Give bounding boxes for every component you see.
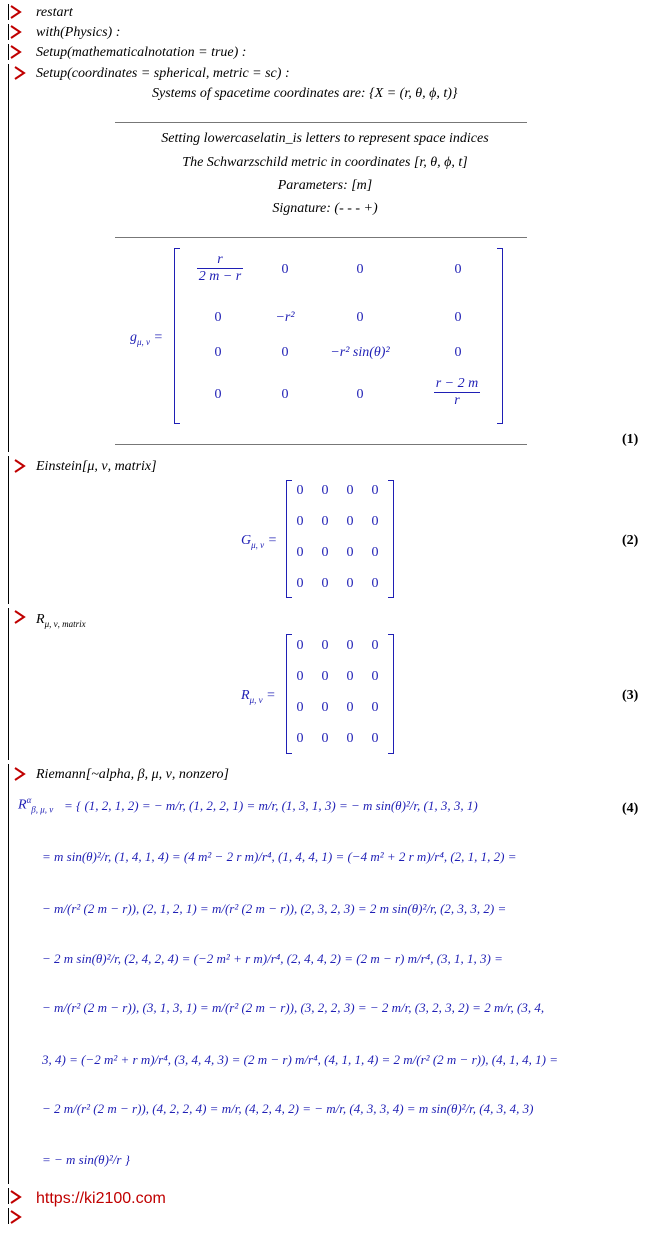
matrix-cell: 0: [296, 700, 304, 715]
matrix-cell: 0: [321, 576, 329, 591]
prompt-marker[interactable]: [10, 25, 22, 39]
prompt-marker[interactable]: [14, 459, 26, 473]
riemann-line: = m sin(θ)²/r, (1, 4, 1, 4) = (4 m² − 2 r m)/r⁴, (1, 4, 4, 1) = (−4 m² + 2 r m)/r⁴, (2, 1, 1, 2) =: [42, 849, 517, 864]
matrix-cell: 0: [346, 669, 354, 684]
matrix-cell: 0: [296, 669, 304, 684]
prompt-marker[interactable]: [10, 5, 22, 19]
matrix-cell: 0: [296, 638, 304, 653]
matrix-cell: 0: [371, 669, 379, 684]
einstein-lhs: $G_{\mu, \nu}$ =: [241, 533, 278, 550]
prompt-marker[interactable]: [10, 1190, 22, 1204]
matrix-cell: 0: [371, 638, 379, 653]
output-metric-note: The Schwarzschild metric in coordinates [r, θ, ϕ, t]: [182, 155, 468, 170]
input-einstein[interactable]: Einstein[μ, ν, matrix]: [36, 459, 157, 474]
prompt-marker[interactable]: [14, 610, 26, 624]
input-setup-coords[interactable]: Setup(coordinates = spherical, metric = sc) :: [36, 66, 290, 81]
group-bracket[interactable]: [8, 456, 9, 604]
matrix-cell: 0: [296, 483, 304, 498]
metric-cell: $\frac{r - 2 m}{r}$: [435, 376, 479, 408]
matrix-cell: 0: [371, 483, 379, 498]
ricci-lhs: $R_{\mu, \nu}$ =: [241, 688, 276, 705]
divider: [115, 237, 527, 238]
prompt-marker[interactable]: [10, 45, 22, 59]
riemann-line: − m/(r² (2 m − r)), (2, 1, 2, 1) = m/(r² (2 m − r)), (2, 3, 2, 3) = 2 m sin(θ)²/r, (2, 3, 3, 2) =: [42, 901, 507, 916]
group-bracket[interactable]: [8, 608, 9, 760]
output-parameters: Parameters: [m]: [277, 178, 373, 193]
footer-link[interactable]: https://ki2100.com: [36, 1190, 166, 1207]
matrix-cell: 0: [321, 483, 329, 498]
divider: [115, 444, 527, 445]
metric-cell: 0: [356, 262, 364, 277]
matrix-cell: 0: [346, 700, 354, 715]
equation-label-3: (3): [622, 688, 639, 703]
group-bracket[interactable]: [8, 4, 9, 20]
prompt-marker[interactable]: [10, 1210, 22, 1224]
metric-cell: 0: [214, 310, 222, 325]
matrix-cell: 0: [371, 700, 379, 715]
equation-label-4: (4): [622, 801, 639, 816]
input-restart[interactable]: restart: [36, 5, 73, 20]
matrix-cell: 0: [321, 545, 329, 560]
prompt-marker[interactable]: [14, 767, 26, 781]
riemann-line: = − m sin(θ)²/r }: [42, 1152, 130, 1167]
metric-cell: 0: [281, 387, 289, 402]
metric-cell: 0: [356, 310, 364, 325]
divider: [115, 122, 527, 123]
group-bracket[interactable]: [8, 764, 9, 1184]
riemann-line: − 2 m/(r² (2 m − r)), (4, 2, 2, 4) = m/r, (4, 2, 4, 2) = − m/r, (4, 3, 3, 4) = m sin(θ)²/r, (4, 3, 4, 3): [42, 1101, 534, 1116]
matrix-cell: 0: [371, 731, 379, 746]
metric-cell: 0: [281, 262, 289, 277]
input-ricci[interactable]: $R_{\mu, \nu, matrix}$: [36, 612, 86, 629]
matrix-cell: 0: [371, 576, 379, 591]
riemann-line: − 2 m sin(θ)²/r, (2, 4, 2, 4) = (−2 m² + r m)/r⁴, (2, 4, 4, 2) = (2 m − r) m/r⁴, (3, 1, 1, 3) =: [42, 951, 503, 966]
metric-cell: −r²: [275, 310, 295, 325]
matrix-cell: 0: [321, 731, 329, 746]
metric-cell: 0: [214, 345, 222, 360]
metric-cell: 0: [356, 387, 364, 402]
matrix-cell: 0: [371, 545, 379, 560]
group-bracket[interactable]: [8, 24, 9, 40]
equation-label-1: (1): [622, 432, 639, 447]
riemann-lhs: $R^\alpha_{\beta, \mu, \nu}$: [18, 795, 54, 815]
matrix-cell: 0: [296, 576, 304, 591]
matrix-cell: 0: [346, 483, 354, 498]
group-bracket[interactable]: [8, 64, 9, 452]
metric-cell: $\frac{r}{2 m - r}$: [198, 252, 242, 284]
matrix-cell: 0: [346, 576, 354, 591]
metric-lhs: $g_{\mu, \nu}$ =: [130, 330, 163, 347]
matrix-cell: 0: [346, 514, 354, 529]
riemann-line: = { (1, 2, 1, 2) = − m/r, (1, 2, 2, 1) = m/r, (1, 3, 1, 3) = − m sin(θ)²/r, (1, 3, 3, 1): [64, 798, 478, 813]
metric-cell: 0: [454, 310, 462, 325]
equation-label-2: (2): [622, 533, 639, 548]
group-bracket[interactable]: [8, 1208, 9, 1224]
matrix-cell: 0: [321, 638, 329, 653]
input-setup-notation[interactable]: Setup(mathematicalnotation = true) :: [36, 45, 247, 60]
matrix-cell: 0: [321, 514, 329, 529]
matrix-cell: 0: [346, 731, 354, 746]
input-riemann[interactable]: Riemann[~alpha, β, μ, ν, nonzero]: [36, 767, 229, 782]
matrix-cell: 0: [371, 514, 379, 529]
matrix-cell: 0: [346, 638, 354, 653]
output-lowercase-note: Setting lowercaselatin_is letters to represent space indices: [161, 131, 489, 146]
matrix-cell: 0: [296, 731, 304, 746]
output-coordinate-systems: Systems of spacetime coordinates are: {X = (r, θ, ϕ, t)}: [152, 86, 458, 101]
group-bracket[interactable]: [8, 1188, 9, 1204]
matrix-cell: 0: [346, 545, 354, 560]
matrix-cell: 0: [296, 514, 304, 529]
metric-cell: 0: [454, 262, 462, 277]
metric-cell: 0: [454, 345, 462, 360]
matrix-cell: 0: [321, 669, 329, 684]
matrix-cell: 0: [296, 545, 304, 560]
metric-cell: 0: [214, 387, 222, 402]
riemann-line: 3, 4) = (−2 m² + r m)/r⁴, (3, 4, 4, 3) = (2 m − r) m/r⁴, (4, 1, 1, 4) = 2 m/(r² (2 m − r)), (4, 1, 4, 1) =: [42, 1052, 558, 1067]
matrix-cell: 0: [321, 700, 329, 715]
riemann-line: − m/(r² (2 m − r)), (3, 1, 3, 1) = m/(r² (2 m − r)), (3, 2, 2, 3) = − 2 m/r, (3, 2, 3, 2) = 2 m/r, (3, 4,: [42, 1000, 545, 1015]
metric-cell: −r² sin(θ)²: [330, 345, 390, 360]
group-bracket[interactable]: [8, 44, 9, 60]
output-signature: Signature: (- - - +): [272, 201, 378, 216]
input-with-physics[interactable]: with(Physics) :: [36, 25, 121, 40]
metric-cell: 0: [281, 345, 289, 360]
prompt-marker[interactable]: [14, 66, 26, 80]
